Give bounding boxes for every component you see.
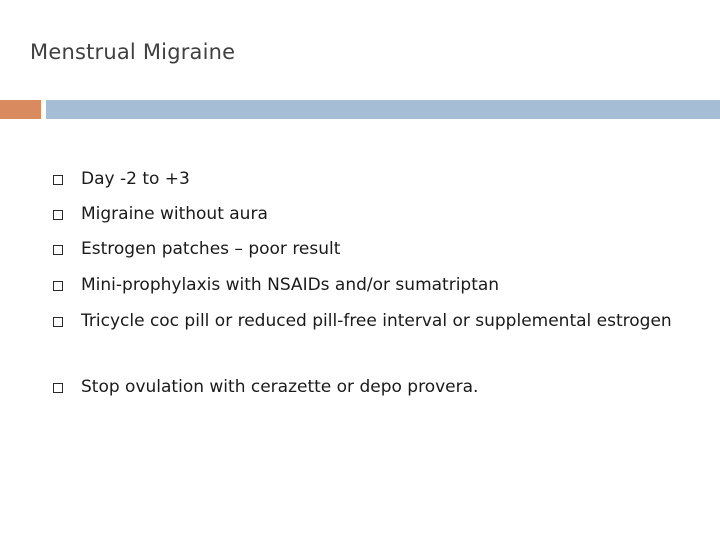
bullet-text: Migraine without aura [81,204,268,224]
checkbox-square-icon [53,317,63,327]
slide-title: Menstrual Migraine [30,40,236,64]
bullet-text: Mini-prophylaxis with NSAIDs and/or sumatriptan [81,275,500,295]
bullet-text: Day -2 to +3 [81,169,190,189]
checkbox-square-icon [53,281,63,291]
bullet-text: Tricycle coc pill or reduced pill-free interval or supplemental estrogen [81,311,672,331]
checkbox-square-icon [53,245,63,255]
checkbox-square-icon [53,175,63,185]
bullet-text: Estrogen patches – poor result [81,239,341,259]
checkbox-square-icon [53,210,63,220]
checkbox-square-icon [53,383,63,393]
bullet-text: Stop ovulation with cerazette or depo provera. [81,377,479,397]
